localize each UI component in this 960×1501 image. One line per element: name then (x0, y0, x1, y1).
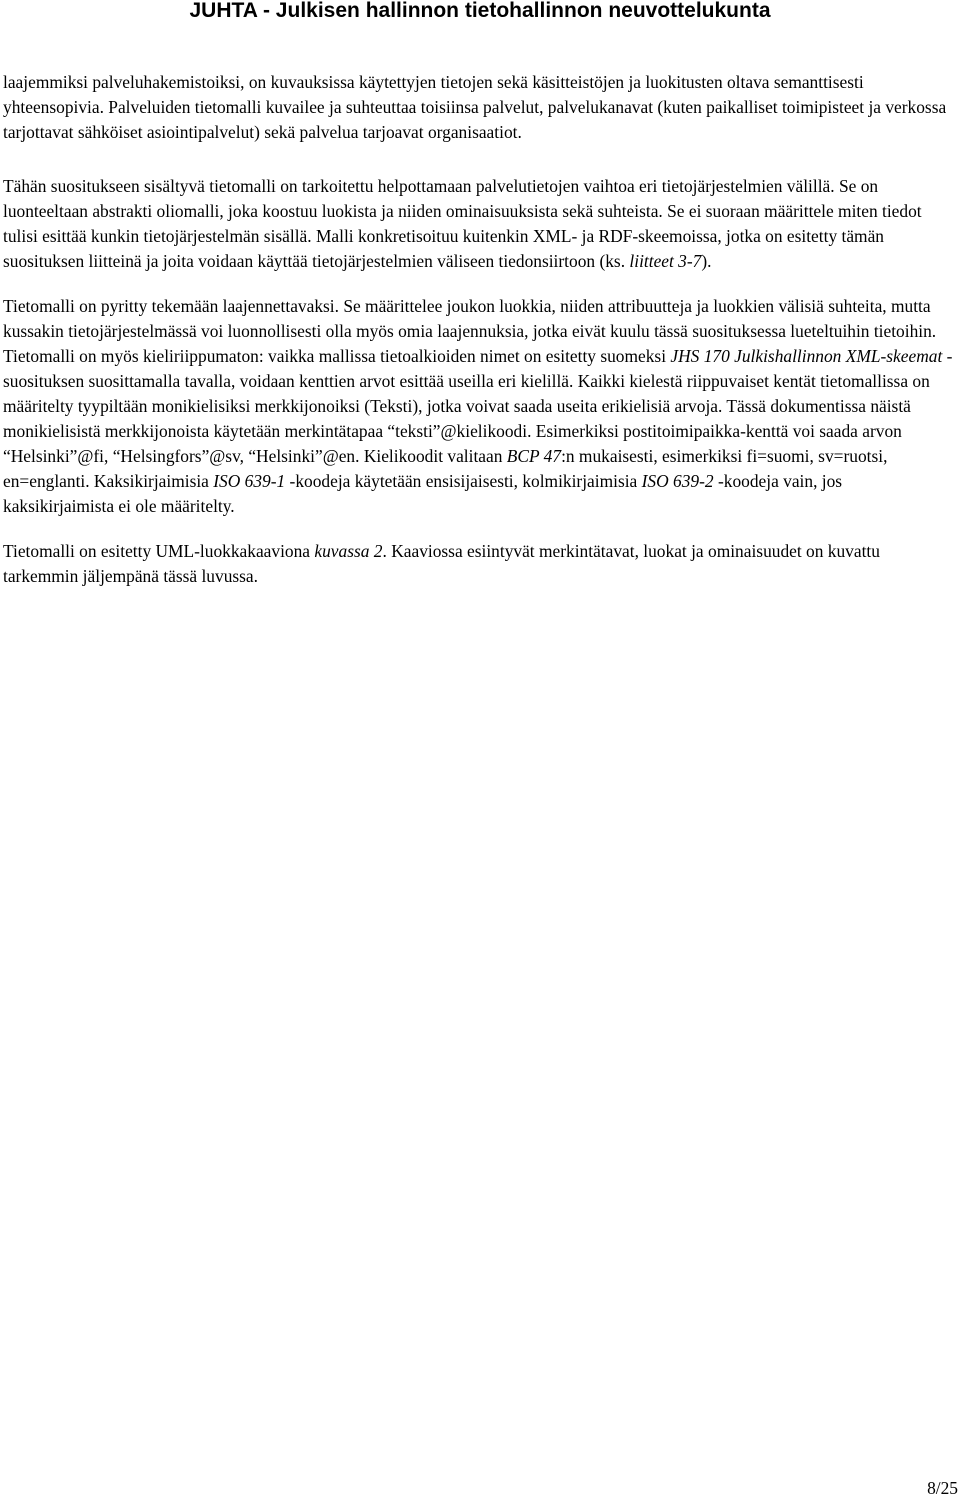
paragraph-tietomallin-tarkoitus (3, 174, 953, 274)
text-segment: -koodeja vain, jos kaksikirjaimista ei ole määritelty. (3, 471, 843, 516)
reference-iso-639-2: ISO 639-2 (641, 471, 714, 491)
reference-liitteet: liitteet 3-7 (629, 251, 702, 271)
text-segment: :n mukaisesti, esimerkiksi fi=suomi, sv=ruotsi, en=englanti. Kaksikirjaimisia (3, 446, 888, 491)
text-segment: laajemmiksi palveluhakemistoiksi, on kuvauksissa käytettyjen tietojen sekä käsitteistöjen ja luokitusten oltava semanttisesti yhteensopivia. Palveluiden tietomalli kuvailee ja suhteuttaa toisiinsa palvelut, palvelukanavat (kuten paikalliset toimipisteet ja verkossa tarjottavat sähköiset asiointipalvelut) sekä palvelua tarjoavat organisaatiot. (3, 72, 947, 142)
paragraph-laajennettavuus (3, 294, 953, 519)
text-segment: . Kaaviossa esiintyvät merkintätavat, luokat ja ominaisuudet on kuvattu tarkemmin jäljempänä tässä luvussa. (3, 541, 880, 586)
paragraph-uml-kaavio (3, 539, 953, 589)
reference-bcp-47: BCP 47 (506, 446, 562, 466)
reference-iso-639-1: ISO 639-1 (213, 471, 286, 491)
reference-jhs-170: JHS 170 Julkishallinnon XML-skeemat (670, 346, 943, 366)
reference-kuva-2: kuvassa 2 (314, 541, 383, 561)
text-segment: Tietomalli on esitetty UML-luokkakaaviona (3, 541, 315, 561)
page-number: 8/25 (927, 1478, 958, 1498)
text-segment: -koodeja käytetään ensisijaisesti, kolmikirjaimisia (285, 471, 642, 491)
paragraph-palveluhakemistot (3, 70, 953, 145)
text-segment: ). (701, 251, 712, 271)
text-segment: -suosituksen suosittamalla tavalla, voidaan kenttien arvot esittää useilla eri kielillä. Kaikki kielestä riippuvaiset kentät tietomallissa on määritelty tyypiltään monikielisiksi merkkijonoiksi (Teksti), jotka voivat saada useita erikielisiä arvoja. Tässä dokumentissa näistä monikielisistä merkkijonoista käytetään merkintätapaa “teksti”@kielikoodi. Esimerkiksi postitoimipaikka-kenttä voi saada arvon “Helsinki”@fi, “Helsingfors”@sv, “Helsinki”@en. Kielikoodit valitaan (3, 346, 953, 466)
document-body (3, 70, 953, 609)
text-segment: Tähän suositukseen sisältyvä tietomalli on tarkoitettu helpottamaan palvelutietojen vaihtoa eri tietojärjestelmien välillä. Se on luonteeltaan abstrakti oliomalli, joka koostuu luokista ja niiden ominaisuuksista sekä suhteista. Se ei suoraan määrittele miten tiedot tulisi esittää kunkin tietojärjestelmän sisällä. Malli konkretisoituu kuitenkin XML- ja RDF-skeemoissa, jotka on esitetty tämän suosituksen liitteinä ja joita voidaan käyttää tietojärjestelmien väliseen tiedonsiirtoon (ks. (3, 176, 922, 271)
text-segment: Tietomalli on pyritty tekemään laajennettavaksi. Se määrittelee joukon luokkia, niiden attribuutteja ja luokkien välisiä suhteita, mutta kussakin tietojärjestelmässä voi luonnollisesti olla myös omia laajennuksia, jotka eivät kuulu tässä suosituksessa lueteltuihin tietoihin. Tietomalli on myös kieliriippumaton: vaikka mallissa tietoalkioiden nimet on esitetty suomeksi (3, 296, 937, 366)
page-header-title: JUHTA - Julkisen hallinnon tietohallinnon neuvottelukunta (189, 0, 771, 22)
